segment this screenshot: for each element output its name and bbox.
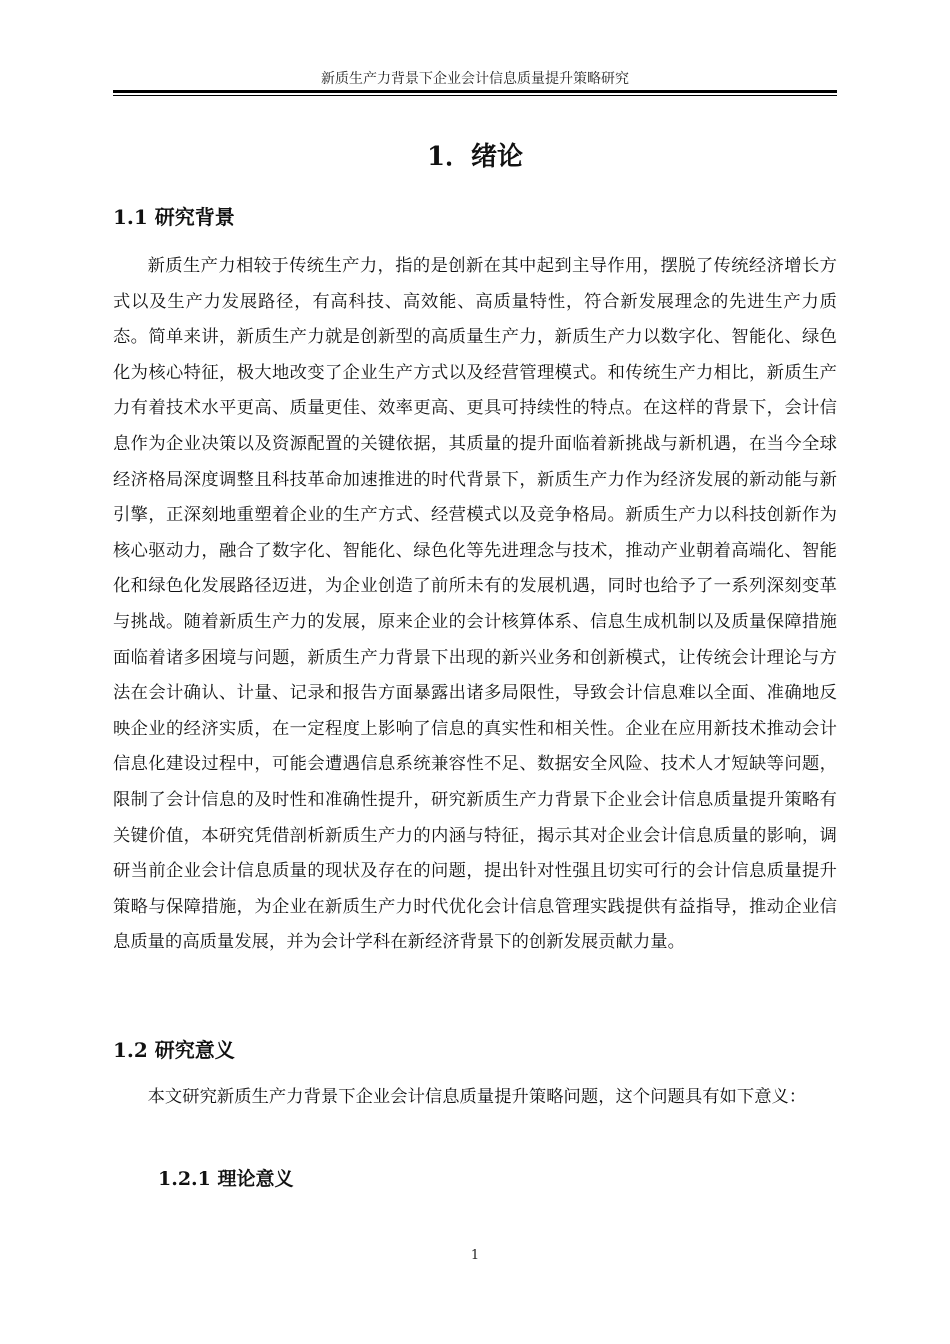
subsection-heading-theoretical-significance: 1.2.1 理论意义 <box>158 1168 294 1190</box>
header-rule-thick <box>113 90 837 93</box>
chapter-title: 1．绪论 <box>426 142 524 172</box>
section-heading-research-significance: 1.2 研究意义 <box>113 1038 235 1062</box>
paragraph-research-background: 新质生产力相较于传统生产力，指的是创新在其中起到主导作用，摆脱了传统经济增长方式以及生产力发展路径，有高科技、高效能、高质量特性，符合新发展理念的先进生产力质态。简单来讲，新质生产力就是创新型的高质量生产力，新质生产力以数字化、智能化、绿色化为核心特征，极大地改变了企业生产方式以及经营管理模式。和传统生产力相比，新质生产力有着技术水平更高、质量更佳、效率更高、更具可持续性的特点。在这样的背景下，会计信息作为企业决策以及资源配置的关键依据，其质量的提升面临着新挑战与新机遇，在当今全球经济格局深度调整且科技革命加速推进的时代背景下，新质生产力作为经济发展的新动能与新引擎，正深刻地重塑着企业的生产方式、经营模式以及竞争格局。新质生产力以科技创新作为核心驱动力，融合了数字化、智能化、绿色化等先进理念与技术，推动产业朝着高端化、智能化和绿色化发展路径迈进，为企业创造了前所未有的发展机遇，同时也给予了一系列深刻变革与挑战。随着新质生产力的发展，原来企业的会计核算体系、信息生成机制以及质量保障措施面临着诸多困境与问题，新质生产力背景下出现的新兴业务和创新模式，让传统会计理论与方法在会计确认、计量、记录和报告方面暴露出诸多局限性，导致会计信息难以全面、准确地反映企业的经济实质，在一定程度上影响了信息的真实性和相关性。企业在应用新技术推动会计信息化建设过程中，可能会遭遇信息系统兼容性不足、数据安全风险、技术人才短缺等问题，限制了会计信息的及时性和准确性提升，研究新质生产力背景下企业会计信息质量提升策略有关键价值，本研究凭借剖析新质生产力的内涵与特征，揭示其对企业会计信息质量的影响，调研当前企业会计信息质量的现状及存在的问题，提出针对性强且切实可行的会计信息质量提升策略与保障措施，为企业在新质生产力时代优化会计信息管理实践提供有益指导，推动企业信息质量的高质量发展，并为会计学科在新经济背景下的创新发展贡献力量。 <box>113 256 837 953</box>
running-header: 新质生产力背景下企业会计信息质量提升策略研究 <box>321 71 629 87</box>
header-rule-thin <box>113 95 837 96</box>
paragraph-research-significance: 本文研究新质生产力背景下企业会计信息质量提升策略问题，这个问题具有如下意义： <box>147 1087 807 1107</box>
section-heading-research-background: 1.1 研究背景 <box>113 205 235 229</box>
page-number: 1 <box>470 1248 480 1263</box>
